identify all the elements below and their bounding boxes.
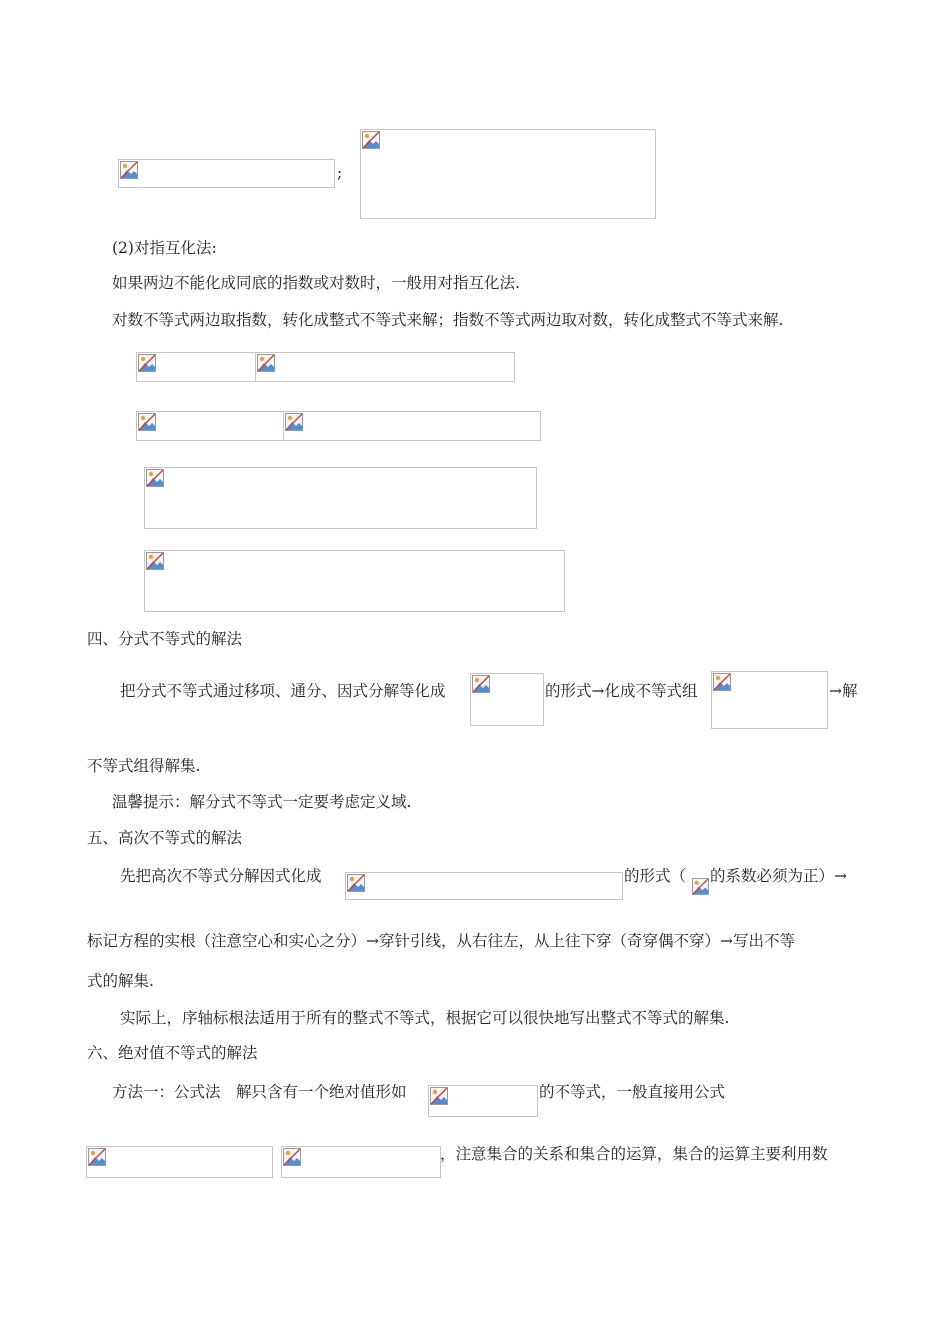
formula-image: [118, 159, 335, 188]
broken-image-icon: [692, 878, 709, 895]
paragraph: 的不等式，一般直接用公式: [539, 1083, 726, 1101]
paragraph: 方法一：公式法 解只含有一个绝对值形如: [112, 1083, 407, 1101]
paragraph: 对数不等式两边取指数，转化成整式不等式来解；指数不等式两边取对数，转化成整式不等式来解.: [112, 311, 784, 329]
paragraph: 式的解集.: [87, 972, 154, 990]
formula-image: [255, 352, 515, 382]
formula-image: [692, 878, 709, 895]
broken-image-icon: [146, 552, 164, 570]
formula-image: [470, 673, 544, 726]
paragraph: 把分式不等式通过移项、通分、因式分解等化成: [120, 682, 446, 700]
formula-image: [360, 129, 656, 219]
formula-image: [281, 1146, 441, 1178]
tip-text: 温馨提示：解分式不等式一定要考虑定义域.: [112, 793, 412, 811]
broken-image-icon: [362, 131, 380, 149]
formula-image: [136, 411, 284, 441]
broken-image-icon: [713, 673, 731, 691]
broken-image-icon: [430, 1087, 448, 1105]
section-heading: 四、分式不等式的解法: [87, 630, 243, 648]
broken-image-icon: [138, 413, 156, 431]
formula-image: [144, 467, 537, 529]
separator-text: ;: [337, 164, 343, 182]
broken-image-icon: [138, 354, 156, 372]
broken-image-icon: [120, 161, 138, 179]
paragraph: 如果两边不能化成同底的指数或对数时，一般用对指互化法.: [112, 274, 520, 292]
paragraph: →解: [829, 682, 858, 700]
paragraph: 标记方程的实根（注意空心和实心之分）→穿针引线，从右往左，从上往下穿（奇穿偶不穿）→写出不等: [87, 932, 795, 950]
section-heading: (2)对指互化法:: [112, 239, 217, 257]
formula-image: [711, 671, 828, 729]
broken-image-icon: [257, 354, 275, 372]
formula-image: [283, 411, 541, 441]
broken-image-icon: [146, 469, 164, 487]
broken-image-icon: [88, 1148, 106, 1166]
formula-image: [136, 352, 256, 382]
paragraph: 不等式组得解集.: [87, 757, 201, 775]
formula-image: [86, 1146, 273, 1178]
broken-image-icon: [283, 1148, 301, 1166]
formula-image: [144, 550, 565, 612]
broken-image-icon: [285, 413, 303, 431]
broken-image-icon: [472, 675, 490, 693]
paragraph: 的形式（: [624, 867, 687, 885]
section-heading: 五、高次不等式的解法: [87, 829, 243, 847]
broken-image-icon: [347, 874, 365, 892]
section-heading: 六、绝对值不等式的解法: [87, 1044, 258, 1062]
paragraph: ，注意集合的关系和集合的运算，集合的运算主要利用数: [440, 1145, 828, 1163]
formula-image: [428, 1085, 538, 1117]
paragraph: 的系数必须为正）→: [710, 867, 847, 885]
paragraph: 实际上，序轴标根法适用于所有的整式不等式，根据它可以很快地写出整式不等式的解集.: [120, 1009, 730, 1027]
formula-image: [345, 872, 623, 900]
paragraph: 先把高次不等式分解因式化成: [120, 867, 322, 885]
paragraph: 的形式→化成不等式组: [545, 682, 698, 700]
